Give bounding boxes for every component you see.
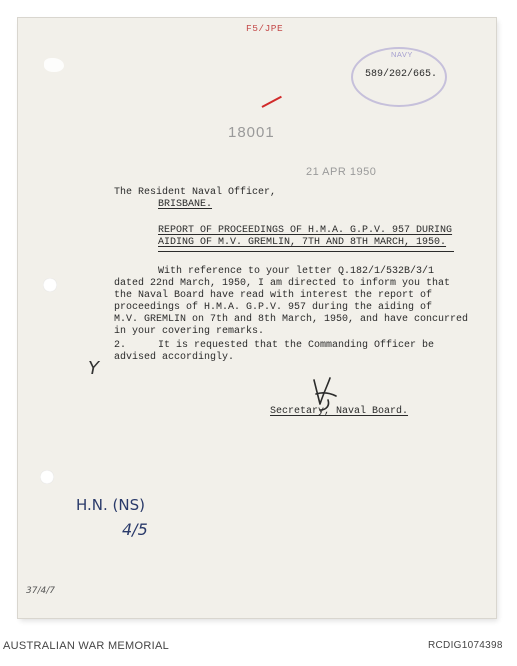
register-number: 18001	[228, 124, 275, 141]
subject-line-2: AIDING OF M.V. GREMLIN, 7TH AND 8TH MARCH, 1950.	[158, 237, 447, 248]
corner-note: 37/4/7	[26, 586, 55, 596]
body-line: dated 22nd March, 1950, I am directed to inform you that	[114, 278, 451, 289]
body-line: advised accordingly.	[114, 352, 235, 363]
addressee-line-1: The Resident Naval Officer,	[114, 187, 277, 198]
addressee-line-2: BRISBANE.	[158, 199, 213, 210]
subject-underline	[158, 251, 454, 252]
footer-record-id: RCDIG1074398	[428, 640, 503, 651]
paper-tear-mark	[44, 58, 64, 72]
handwritten-note-1: H.N. (NS)	[76, 496, 145, 514]
body-line: the Naval Board have read with interest the report of	[114, 290, 433, 301]
receipt-stamp-text: NAVY	[391, 50, 413, 59]
handwritten-initials: Y	[88, 358, 99, 379]
body-line: With reference to your letter Q.182/1/532B/3/1	[158, 266, 435, 277]
subject-line-1: REPORT OF PROCEEDINGS OF H.M.A. G.P.V. 957 DURING	[158, 225, 453, 236]
body-line: in your covering remarks.	[114, 326, 265, 337]
punch-hole-top	[43, 278, 57, 292]
file-number: 589/202/665.	[365, 69, 438, 80]
signature-title: Secretary, Naval Board.	[270, 406, 409, 417]
body-line: M.V. GREMLIN on 7th and 8th March, 1950, and have concurred	[114, 314, 469, 325]
date-stamp: 21 APR 1950	[306, 166, 377, 178]
body-line: It is requested that the Commanding Officer be	[158, 340, 435, 351]
punch-hole-bottom	[40, 470, 54, 484]
paragraph-number: 2.	[114, 340, 127, 351]
footer-institution: AUSTRALIAN WAR MEMORIAL	[3, 640, 170, 652]
body-line: proceedings of H.M.A. G.P.V. 957 during the aiding of	[114, 302, 433, 313]
office-reference: F5/JPE	[246, 23, 284, 34]
handwritten-note-2: 4/5	[122, 520, 148, 539]
